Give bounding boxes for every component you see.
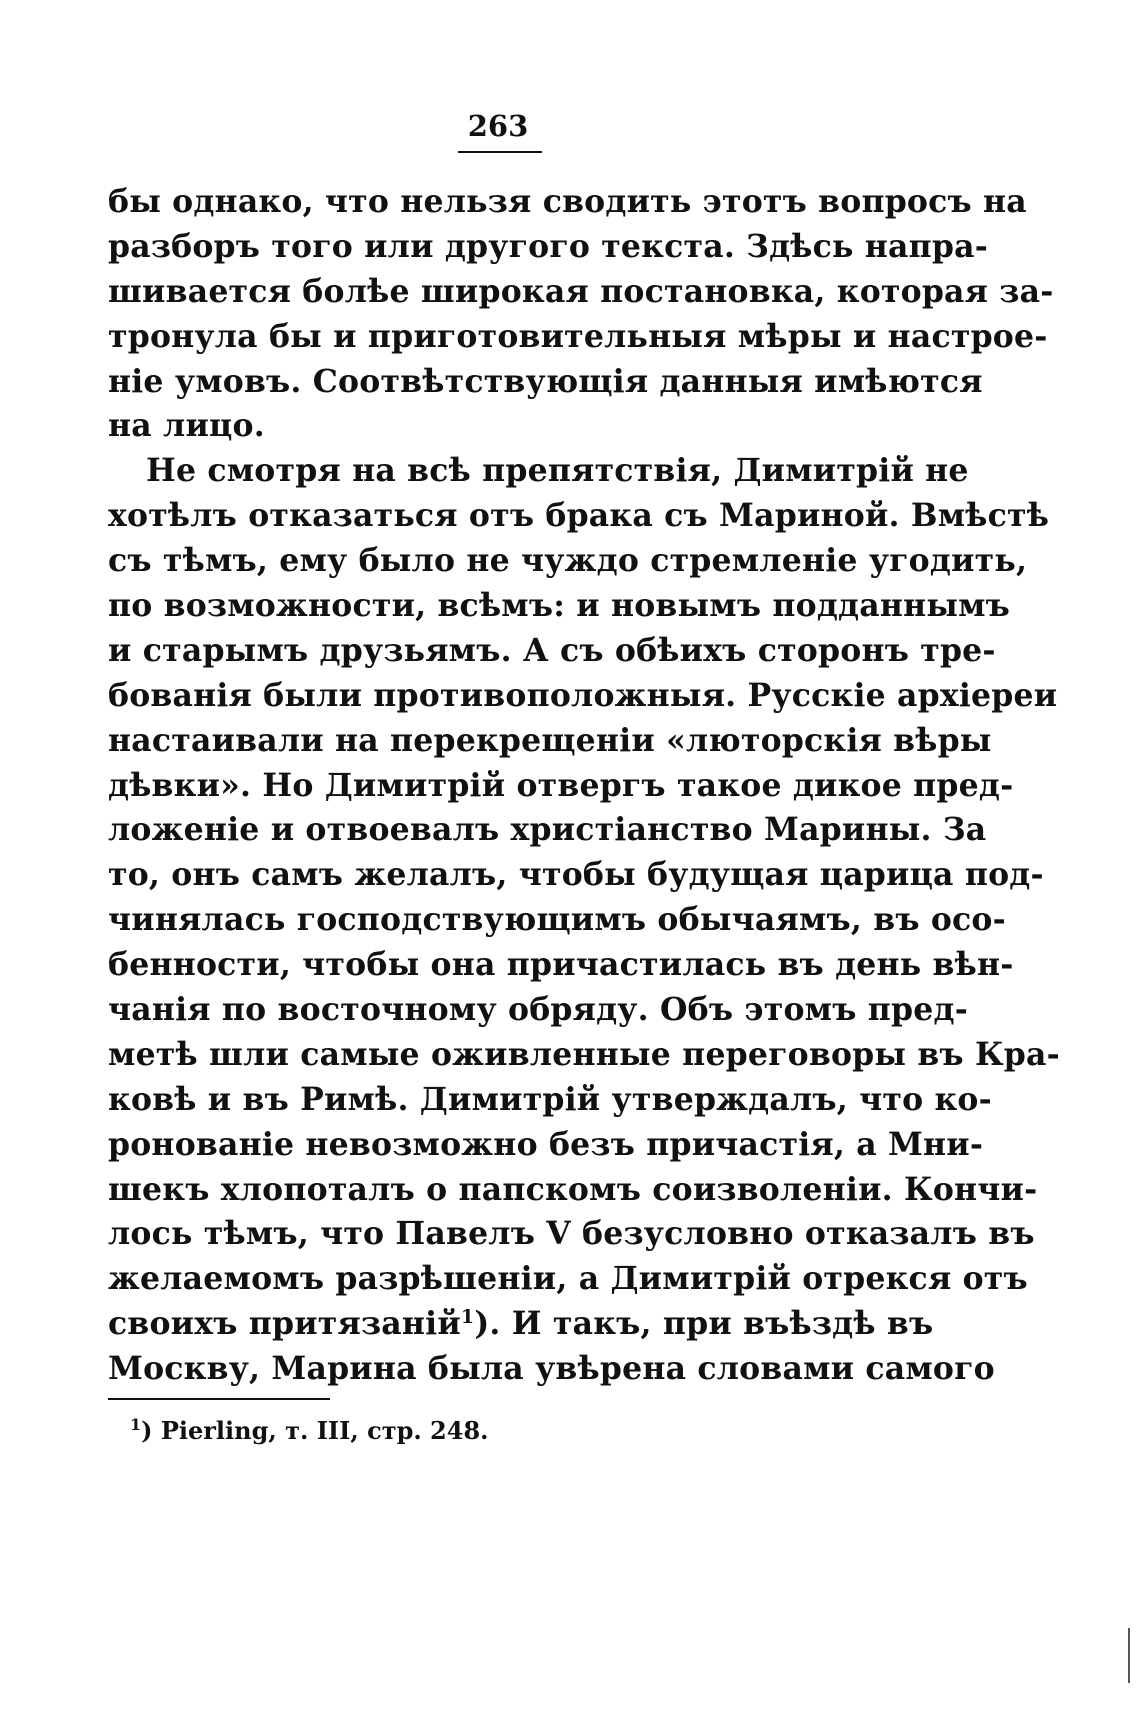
text-line: на лицо. [108, 407, 265, 445]
page-number: 263 [467, 109, 529, 143]
text-line: метѣ шли самые оживленные переговоры въ Кра- [108, 1035, 1060, 1073]
text-line: чинялась господствующимъ обычаямъ, въ осо- [108, 901, 1006, 939]
text-line: хотѣлъ отказаться отъ брака съ Мариной. Вмѣстѣ [108, 497, 1050, 535]
text-line: съ тѣмъ, ему было не чуждо стремленiе угодить, [108, 542, 1028, 580]
text-line: желаемомъ разрѣшенiи, а Димитрiй отрекся отъ [108, 1260, 1028, 1298]
footnote-reference: 1 [460, 1306, 475, 1329]
text-line: бы однако, что нельзя сводить этотъ вопросъ на [108, 183, 1027, 220]
text-line: настаивали на перекрещенiи «люторскiя вѣры [108, 721, 992, 759]
footnote-separator [108, 1398, 330, 1400]
text-line: шивается болѣе широкая постановка, которая за- [108, 272, 1054, 310]
footnote-marker: 1 [130, 1415, 142, 1434]
scan-edge-mark [1128, 1628, 1130, 1683]
footnote-text: ) Pierling, т. III, стр. 248. [141, 1416, 489, 1445]
text-line: лось тѣмъ, что Павелъ V безусловно отказалъ въ [108, 1215, 1035, 1253]
text-line: чанiя по восточному обряду. Объ этомъ пред- [108, 991, 968, 1029]
text-line: то, онъ самъ желалъ, чтобы будущая царица под- [108, 856, 1044, 894]
text-line: Москву, Марина была увѣрена словами самого [108, 1350, 995, 1388]
body-text [108, 180, 1060, 1392]
text-line: ронованiе невозможно безъ причастiя, а Мни- [108, 1125, 984, 1163]
text-line: Не смотря на всѣ препятствiя, Димитрiй не [146, 452, 969, 490]
text-line: нiе умовъ. Соотвѣтствующiя данныя имѣются [108, 362, 983, 400]
text-line: ложенiе и отвоевалъ христiанство Марины. За [108, 811, 987, 849]
text-line-with-footnote-ref [108, 1302, 934, 1347]
text-line: ковѣ и въ Римѣ. Димитрiй утверждалъ, что ко- [108, 1080, 992, 1118]
text-line: шекъ хлопоталъ о папскомъ соизволенiи. Кончи- [108, 1170, 1038, 1208]
text-line: разборъ того или другого текста. Здѣсь напра- [108, 227, 988, 265]
page-number-underline [458, 151, 542, 153]
text-line: дѣвки». Но Димитрiй отвергъ такое дикое пред- [108, 766, 1014, 804]
text-line: бенности, чтобы она причастилась въ день вѣн- [108, 946, 1014, 984]
text-fragment: своихъ притязанiй [108, 1305, 461, 1343]
text-line: бованiя были противоположныя. Русскiе архiереи [108, 676, 1058, 714]
text-line: тронула бы и приготовительныя мѣры и настрое- [108, 317, 1048, 355]
text-line: по возможности, всѣмъ: и новымъ подданнымъ [108, 587, 1011, 625]
text-line: и старымъ друзьямъ. А съ обѣихъ сторонъ тре- [108, 631, 996, 669]
footnote [130, 1414, 489, 1448]
text-fragment: ). И такъ, при въѣздѣ въ [474, 1305, 934, 1343]
